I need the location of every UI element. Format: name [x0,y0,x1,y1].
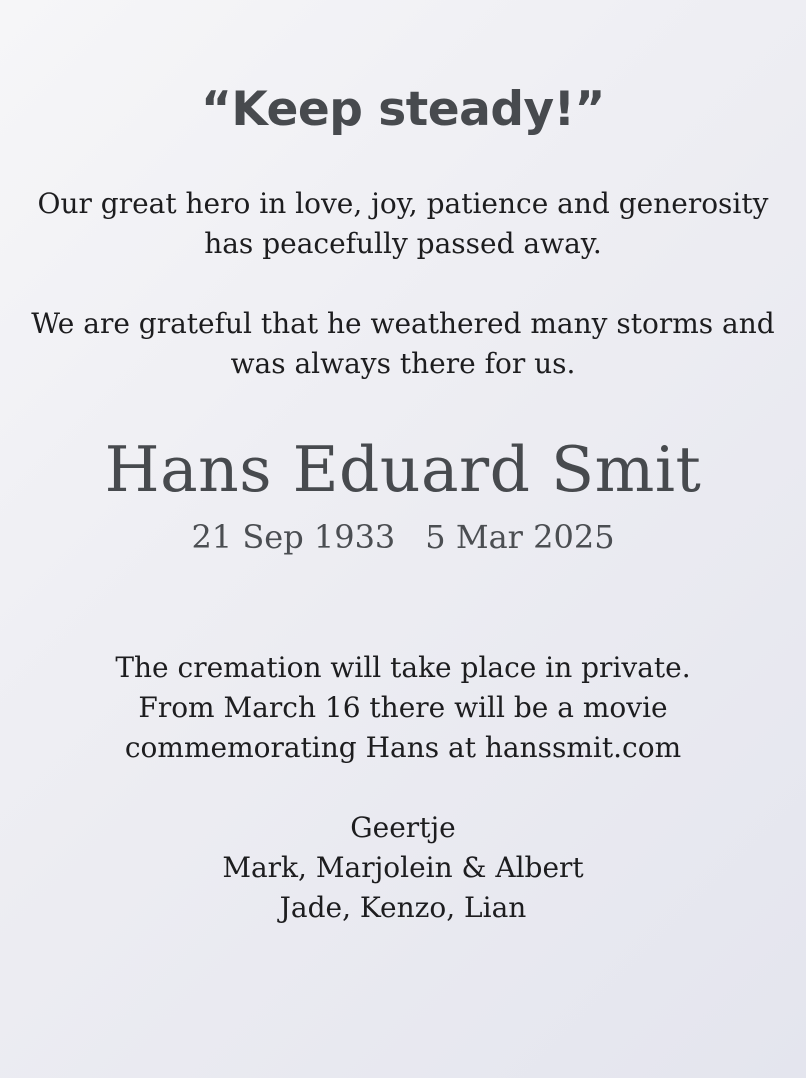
family-line-1: Geertje [350,811,456,844]
intro-line-1: Our great hero in love, joy, patience and generosity [37,187,769,220]
gratitude-line-1: We are grateful that he weathered many storms and [31,307,775,340]
family-signatures [20,808,786,928]
intro-paragraph [20,184,786,264]
family-line-3: Jade, Kenzo, Lian [279,891,527,924]
life-dates [0,515,806,559]
arrangements-line-1: The cremation will take place in private. [115,651,691,684]
motto-quote: “Keep steady!” [201,82,605,137]
arrangements-line-3: commemorating Hans at hanssmit.com [124,731,682,764]
intro-line-2: has peacefully passed away. [204,227,602,260]
family-line-2: Mark, Marjolein & Albert [222,851,584,884]
death-date: 5 Mar 2025 [425,518,615,556]
birth-date: 21 Sep 1933 [191,518,396,556]
gratitude-line-2: was always there for us. [230,347,576,380]
arrangements-paragraph [20,648,786,768]
gratitude-paragraph [20,304,786,384]
arrangements-line-2: From March 16 there will be a movie [138,691,668,724]
deceased-name: Hans Eduard Smit [104,433,702,506]
